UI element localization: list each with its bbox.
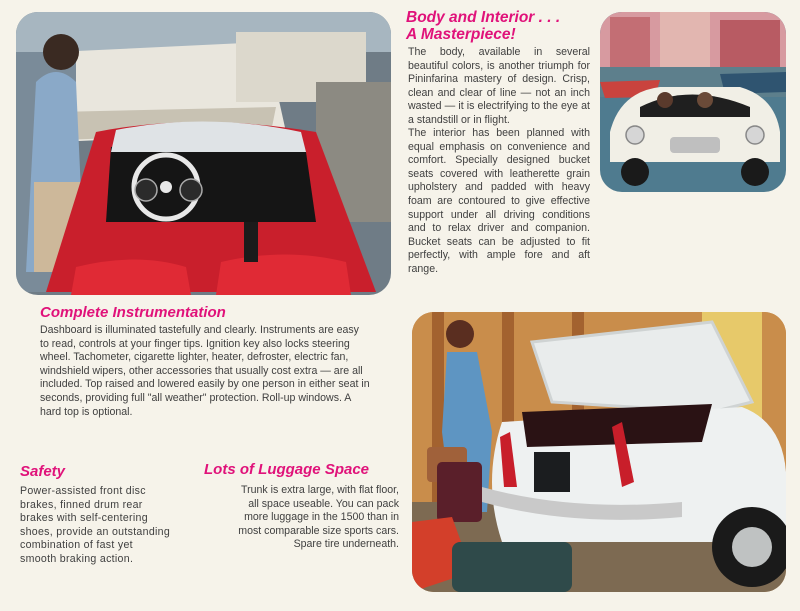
instrumentation-paragraph: Dashboard is illuminated tastefully and clearly. Instruments are easy to read, controls at your finger tips. Ignition key also locks steering wheel. Tachometer, cigarette lighter, heater, defroster, electric fan, windshield wipers, other accessories that usually cost extra — are all included. Top raised and lowered easily by one person in either seat in seconds, providing full "all weather" protection. Roll-up windows. A hard top is optional. [40,324,370,418]
harbor-car-photo [600,12,786,192]
body-interior-paragraph-2: The interior has been planned with equal emphasis on convenience and comfort. Specially designed bucket seats covered with leatherette grain upholstery and padded with heavy foam are contoured to give effective support under all driving conditions and to relax driver and companion. Bucket seats can be adjusted to fit perfectly, with ample fore and aft range. [408,127,590,275]
instrumentation-title: Complete Instrumentation [40,304,226,321]
body-interior-paragraph-1: The body, available in several beautiful colors, is another triumph for Pininfarina mastery of design. Crisp, clean and clear of line — not an inch wasted — it is electrifying to the eye at a standstill or in flight. [408,46,590,126]
safety-title: Safety [20,463,66,480]
body-interior-title-line2: A Masterpiece! [406,26,516,43]
body-interior-title [406,9,596,43]
luggage-paragraph: Trunk is extra large, with flat floor, all space useable. You can pack more luggage in the 1500 than in most comparable size sports cars. Spare tire underneath. [238,484,399,551]
dashboard-photo [16,12,391,295]
trunk-luggage-photo [412,312,786,592]
safety-paragraph: Power-assisted front disc brakes, finned drum rear brakes with self-centering shoes, provide an outstanding combination of fast yet smooth braking action. [20,485,171,565]
body-interior-title-line1: Body and Interior . . . [406,9,561,26]
luggage-title: Lots of Luggage Space [204,461,370,478]
